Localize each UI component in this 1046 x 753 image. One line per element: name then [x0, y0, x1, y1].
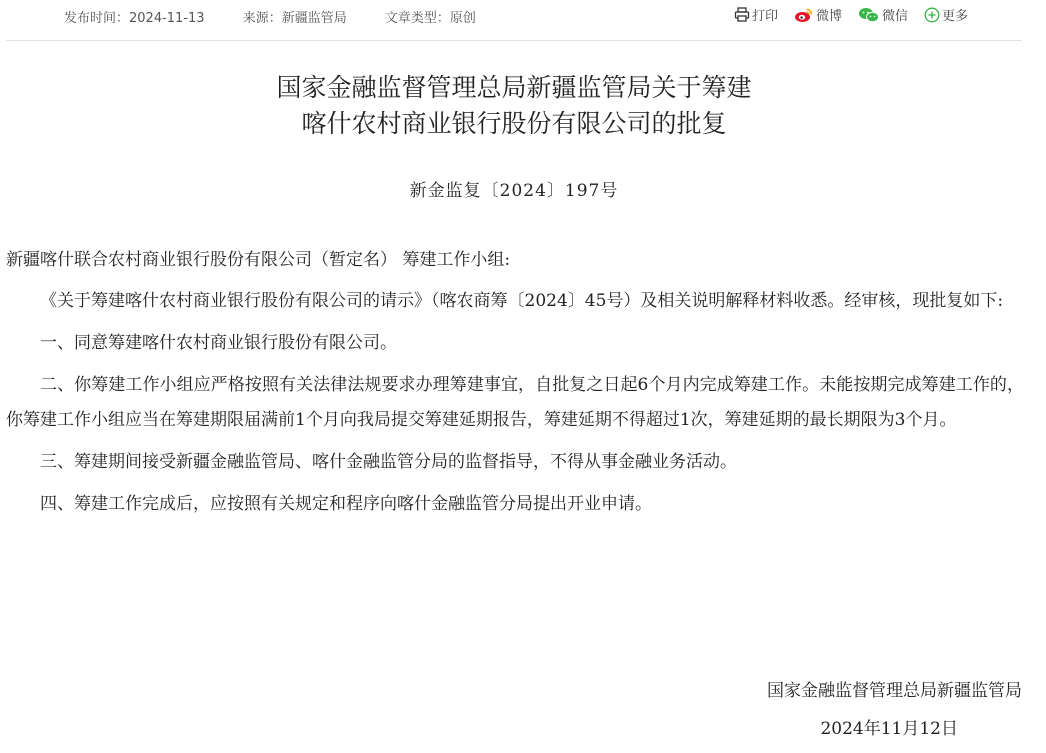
weibo-icon [794, 7, 814, 23]
document-body [6, 243, 1024, 529]
share-wechat-button[interactable] [858, 5, 908, 24]
paragraph: 一、同意筹建喀什农村商业银行股份有限公司。 [40, 333, 397, 353]
article-type: 文章类型：原创 [384, 11, 476, 26]
wechat-icon [858, 7, 880, 23]
article-meta-bar [0, 0, 1046, 32]
header-divider [6, 40, 1022, 41]
paragraph: 三、筹建期间接受新疆金融监管局、喀什金融监管分局的监督指导，不得从事金融业务活动。 [40, 452, 737, 472]
paragraph: 四、筹建工作完成后，应按照有关规定和程序向喀什金融监管分局提出开业申请。 [40, 494, 652, 514]
plus-circle-icon [924, 7, 940, 23]
print-button[interactable] [734, 5, 778, 24]
article-source: 来源：新疆监管局 [242, 11, 347, 26]
signature-organization: 国家金融监督管理总局新疆监管局 [767, 681, 1022, 701]
document-number: 新金监复〔2024〕197号 [409, 181, 619, 201]
article-meta [64, 7, 476, 26]
signature-date: 2024年11月12日 [820, 719, 958, 739]
publish-time: 发布时间：2024-11-13 [64, 11, 205, 26]
title-line-1: 国家金融监督管理总局新疆监管局关于筹建 [276, 73, 752, 102]
printer-icon [734, 7, 750, 22]
share-more-button[interactable] [924, 5, 968, 24]
share-toolbar [734, 5, 968, 24]
share-weibo-button[interactable] [794, 5, 842, 24]
document-title [0, 70, 1028, 142]
paragraph: 《关于筹建喀什农村商业银行股份有限公司的请示》（喀农商筹〔2024〕45号）及相关说明解释材料收悉。经审核，现批复如下: [40, 291, 1004, 311]
more-label: 更多 [941, 9, 968, 24]
print-label: 打印 [751, 9, 778, 24]
weibo-label: 微博 [815, 9, 842, 24]
title-line-2: 喀什农村商业银行股份有限公司的批复 [301, 109, 727, 138]
wechat-label: 微信 [881, 9, 908, 24]
paragraph: 二、你筹建工作小组应严格按照有关法律法规要求办理筹建事宜，自批复之日起6个月内完成筹建工作。未能按期完成筹建工作的，你筹建工作小组应当在筹建期限届满前1个月向我局提交筹建延期报告，筹建延期不得超过1次，筹建延期的最长期限为3个月。 [6, 375, 1024, 430]
salutation: 新疆喀什联合农村商业银行股份有限公司（暂定名） 筹建工作小组: [6, 250, 511, 270]
